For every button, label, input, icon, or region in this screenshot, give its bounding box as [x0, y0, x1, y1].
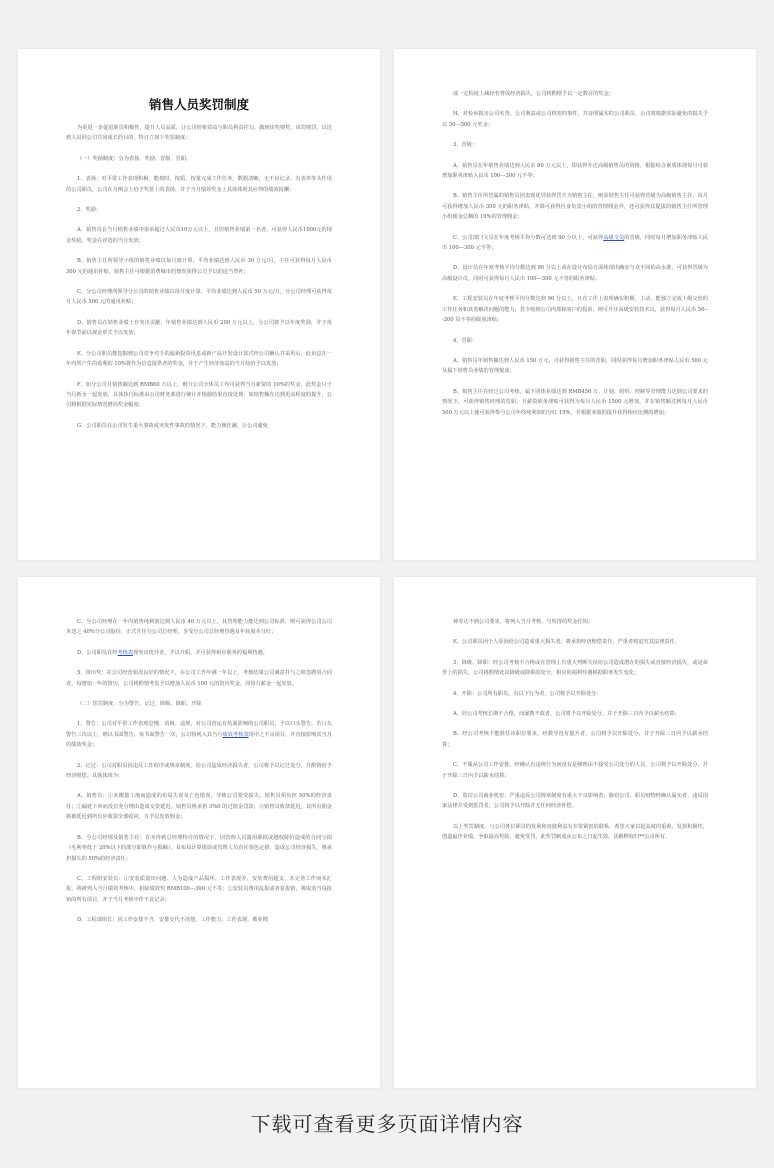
document-page-4: [394, 577, 756, 1088]
page-content: [66, 95, 332, 441]
inline-link[interactable]: 考核表: [117, 649, 134, 656]
paragraph: A、销售员在年销售业绩达到人民币 80 万元以上，即获得升迁高级销售员的资格，根据综合素质体现每月可获增加职务津贴人民币 100---300 元不等；: [442, 162, 708, 180]
page-content: [66, 617, 332, 936]
paragraph: （一）奖励制度：分为表扬、奖励、晋级、晋职。: [77, 155, 192, 162]
download-more-caption: 下载可查看更多页面详情内容: [250, 1112, 524, 1136]
paragraph: H、对检举损害公司名誉、公司利益或公司机密的事件，并证明属实的公司职员，公司将根据实际避免的损失予以 50---500 元奖金；: [442, 111, 708, 128]
paragraph: 3、晋级：: [453, 142, 478, 149]
paragraph: B、经公司考核不能胜任该职位要求，经教导没有提升者，公司将予以开除处分，并于开除三日内予以薪水结算；: [442, 731, 708, 748]
document-page-1: [18, 49, 380, 560]
paragraph: 2、奖励：: [77, 207, 102, 214]
inline-link[interactable]: 绩效考核表: [222, 731, 249, 738]
paragraph: C、工程组安装员：①安装质量出问题、人为造成产品损坏、工作表现差、安装费用超支、未完善工作而未汇报，将被列入当月绩效考核中，扣除绩效奖 RMB100---300 元不等；②安装员费用乱报或者复报销，将取消当役报销的所有项目，并于当月考核中作不良记录；: [66, 875, 332, 903]
paragraph: 为更进一步促进职员积极性，提升人员品质，让公司形象效益与职员利益挂勾，做到该奖则奖，该罚则罚，以达到人员同公司共同成长的目的，特订立如下奖惩制度：: [66, 125, 332, 142]
paragraph: C、不服从公司工作安排，经确认有违规行为而没有是够理由不接受公司处分的人员，公司将予以开除处分，并于开除三日内予以薪水结算；: [442, 762, 708, 779]
paragraph: B、销售主任所领导小组的销售业绩以每月度计算，平均业绩达到人民币 30 万元/月，主任可获得每月人民币 300 元的通讯补贴，销售主任可根据消费城市的情况获得公司予以的适当贷补；: [66, 258, 332, 275]
paragraph: B、分公司经理及销售主任：在未得到总经理特许的情况下，因管理人员滥用职权或越权降价造成的合同亏损（毛利率低于 20%以下的部分即算作亏损额），及布局计算错误或管理人员直任领色定错，造成公司经济损失，将承担损失的 50%的经济责任；: [66, 834, 332, 862]
paragraph: G、公司职员在公司发生重大事故或突发性事故的情况下，能力挽狂澜，让公司避免: [77, 422, 268, 429]
paragraph: 1、表扬：对平常工作表现积极、能按时、按质、按量完成工作任务，数据清晰，无不良记录，有表率等头作用的公司职员，公司在月例会上给予奖惩上的表扬，并于当月绩效奖金上具体体现其应得的绩效报酬；: [66, 176, 332, 193]
paragraph: 3、降级、降职：经公司考核不合格或在管理上有重大判断失误给公司造成潜在的损失或直接经济损失，或是荣誉上的损失，公司将酌情处以降级或降职的处分，相应的福利待遇根据职务发生变化；: [442, 659, 708, 677]
paragraph: 以上奖罚制度，与公司各位职员的发展和直接利益有非常紧密的联系，希望大家以起高度的重视，发挥积极性，创造最佳业绩，争取最高奖励，避免受罚，此奖罚制度从公布之日起生效，其解释权归**公司所有。: [442, 823, 708, 841]
paragraph: 4、晋职：: [453, 337, 478, 344]
inline-link[interactable]: 高级文员: [603, 234, 625, 241]
document-page-3: [18, 577, 380, 1088]
paragraph: A、销售员在当月销售业绩中第举超过人民币10万元以上，且居销售业绩第一名者，可获得人民币1000元的现金奖励，奖金在评选的当月发放；: [66, 227, 332, 244]
document-page-2: [394, 49, 756, 560]
paragraph: C、分公司经理在一年内销售纯利润达到人民币 40 万元以上，其管理能力能达到公司标准，则可获得公司公司本送之 40%分公司股份，正式升任分公司总经理，享受分公司总经理待遇及年底股本分红；: [66, 619, 332, 636]
paragraph: A、销售员年销售额达到人民币 150 万元，可获得销售主任的晋职，同时获得每月增加职务津贴人民币 500 元及属下销售员业绩的管理提成；: [442, 357, 708, 375]
paragraph: （二）惩罚制度：分为警告、记过、降级、降职、开除: [77, 701, 202, 708]
page-content: [442, 617, 708, 853]
paragraph: D、公司职员在经考核表现突出优异者，予以升职，并可获得相应职务的福利待遇。: [77, 649, 268, 656]
paragraph: B、销售主任所管属的销售员因表现优异获得晋升为销售主任，则原销售主任可获得晋级为高级销售主任，每月可获得增加人民币 300 元的职务津贴，并降可获得自身负责小组的管理佣金外，还可获得其提拔的销售主任所管理小组佣金总额的 10%的管理佣金；: [442, 193, 708, 221]
paragraph: D、工程部组长：因工作安排不当、安排交代不清楚、工作能力、工作表现、敬业精: [77, 917, 268, 924]
paragraph: 5、资历奖：在公司经营状况良好的情况下，在公司工作年满一年以上，考核结果公司满意并与之续签聘用合同者，每增加一年的资历，公司将酌情考虑予以增加人民币 100 元的资历奖金，同每月薪金一起发放。: [66, 670, 332, 687]
paragraph: E、分公司职员能挖掘到公司竞争对手的最新投资讯息或新产品开发设计款式经公司确认并采用后，此讯息在一年内所产生的盈利的 10%将作为信息提供者的奖金，并于产生经济效益的当月底给予以发放；: [66, 350, 332, 368]
paragraph: D、销售员在销售业绩上有突出贡献，年销售业绩达到人民币 200 万元以上，分公司将予以年度奖励，并于每年春节前以现金形式予以发放；: [66, 319, 332, 337]
paragraph: C、公司部门文员在年度考核平均分数可达到 90 分以上，可获得高级文员的晋级，同时每月增加职务津贴人民币 100---300 元不等；: [442, 234, 708, 252]
paragraph: 神等达不到公司要求，将列入当月考核，与所得的奖金挂钩；: [453, 619, 594, 625]
paragraph: 2、记过：公司对职员因违反工作程序或规章制度，给公司造成经济损失者，公司将予以记过处分，并酌情给予经济赔偿。具体体现为：: [66, 762, 332, 780]
paragraph: F、如分公司月销售额达到 RMB60 万以上，则分公司全体员工均可获得当月新资的 10%的奖金，此奖金只于当月新水一起发放，具体执行标准由公司财务部进行统计并根据结果直接处理；如销售额在达到更高程度的提升，公司将根据实际情况增高奖金幅度；: [66, 381, 332, 409]
paragraph: D、设计员在年度考核平均分数达到 90 分以上或在设计布局方面体现出确实与众不同的高水准，可获得晋级为高级设计员，同时可获得每月人民币 100---300 元不等的职务津贴；: [442, 265, 708, 282]
paragraph: A、销售员：①未搬量工地而造成的布局失误及亡色错误，导致公司蒙受损失，销售员须负担 50%的经济责任；②漏延下单而没有充分理由造成交货延迟，销售员将承担 3%0 的过销金罚款；③销售员收款延迟，其所有佣金将被延迟到所有应收款全部收回，方予以发放佣金；: [66, 793, 332, 821]
page-content: [442, 89, 708, 428]
paragraph: 或一定程度上减轻名誉或经济损失，公司将酌情予以一定数目的奖金；: [453, 91, 614, 97]
paragraph: C、分公司经理所领导分公司的销售业绩以每月度计算，平均业绩达到人民币 50 万元/月，分公司经理可获得每月人民币 500 元的通讯补贴；: [66, 289, 332, 306]
paragraph: A、经公司考核长期不合格，而屡教不改者，公司将予以开除处分，并于开除三日内予以薪水结算；: [453, 711, 680, 718]
paragraph: B、销售主任在经过公司考核，属下团体业绩达到 RMB450 万，计划、组织、控制等管理能力达到公司要求的情况下，可获得销售经理的晋职，且薪资职务津贴可获得为每月人民币 1500 元增加，并在销售额达到每月人民币 500 万元以上使可获得参与公司年终纯利润的分红 15%，并根据业绩的提升获得相应比例的增加；: [442, 388, 708, 416]
paragraph: 1、警告：公司对平常工作表现怠慢、消极、违规，对公司营运有负面影响的公司职员，予以口头警告，若口头警告三次以上，则以书面警告，每书面警告一次，公司将列入其当月绩效考核表现中之不良项目，并直接影响其当月的绩效奖金；: [66, 721, 332, 749]
paragraph: 4、开除：公司所有职员，有以下行为者，公司将予以开除处分：: [453, 690, 602, 697]
paragraph: E、工程安装员在年度考核平均分数达到 90 分以上，且在工作上表现确实积极、主动、能独立完成上级交给的工作任务和其善解决问题的能力，甚少收到公司内部和客户的投诉，则可升任高级安装技术员，获得每月人民币 50---200 员不等的级别津贴；: [442, 296, 708, 324]
document-title: 销售人员奖罚制度: [148, 97, 249, 112]
paragraph: D、盗窃公司商业机密、严重违反公司规章制度有重大不良影响者，偷窃公司、职员财物经确认属实者、违反国家法律并受到惩罚者，公司将予以开除并无任何经济补偿。: [442, 793, 708, 810]
paragraph: E、公司职员因个人原因给公司造成重大损失者，将承担经济赔偿责任，严重者将追究其法律责任。: [453, 639, 680, 646]
